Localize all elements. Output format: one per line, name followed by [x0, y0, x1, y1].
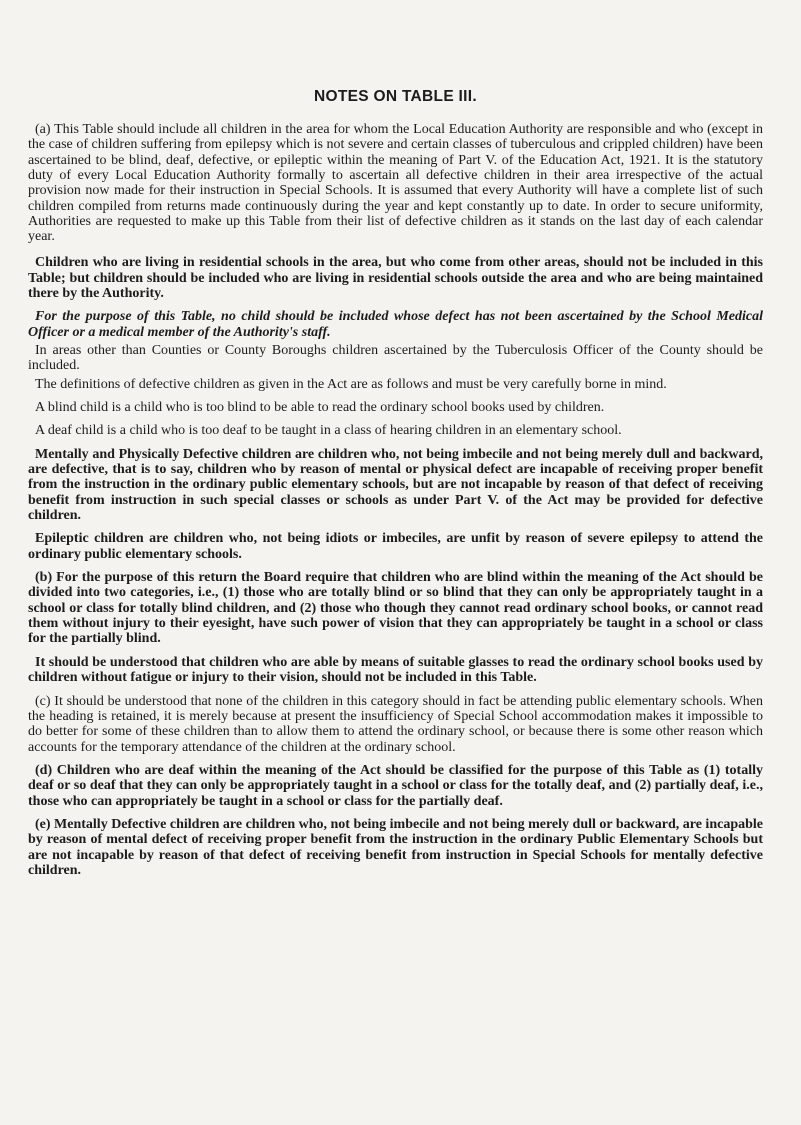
paragraph-tuberculosis: In areas other than Counties or County Boroughs children ascertained by the Tuberculosis Officer of the County should be included. [28, 342, 763, 374]
paragraph-blind-definition: A blind child is a child who is too blind to be able to read the ordinary school books used by children. [35, 400, 605, 415]
paragraph-deaf-definition: A deaf child is a child who is too deaf to be taught in a class of hearing children in an elementary school. [35, 423, 622, 439]
paragraph-e: (e) Mentally Defective children are children who, not being imbecile and not being merely dull or backward, are incapable by reason of mental defect of receiving proper benefit from the instruction in the ordinary Public Elementary Schools but are not incapable by reason of that defect of receiving benefit from instruction in Special Schools for mentally defective children. [28, 816, 763, 878]
paragraph-b: (b) For the purpose of this return the Board require that children who are blind within the meaning of the Act should be divided into two categories, i.e., (1) those who are totally blind or so blind that they can only be appropriately taught in a school or class for totally blind children, and (2) those who though they cannot read ordinary school books, or cannot read them without injury to their eyesight, have such power of vision that they can appropriately be taught in a school or class for the partially blind. [28, 570, 763, 647]
paragraph-purpose-note: For the purpose of this Table, no child should be included whose defect has not been ascertained by the School Medical Officer or a medical member of the Authority's staff. [28, 309, 763, 340]
paragraph-glasses: It should be understood that children who are able by means of suitable glasses to read the ordinary school books used by children without fatigue or injury to their vision, should not be included in this Table. [28, 654, 763, 686]
paragraph-epileptic: Epileptic children are children who, not being idiots or imbeciles, are unfit by reason of severe epilepsy to attend the ordinary public elementary schools. [28, 531, 763, 562]
paragraph-residential-schools: Children who are living in residential schools in the area, but who come from other areas, should not be included in this Table; but children should be included who are living in residential schools outside the area and who are being maintained there by the Authority. [28, 255, 763, 301]
document-page [28, 88, 763, 889]
paragraph-a: (a) This Table should include all children in the area for whom the Local Education Authority are responsible and who (except in the case of children suffering from epilepsy which is not severe and certain classes of tuberculous and crippled children) have been ascertained to be blind, deaf, defective, or epileptic within the meaning of Part V. of the Education Act, 1921. It is the statutory duty of every Local Education Authority formally to ascertain all defective children in their area irrespective of the actual provision now made for their instruction in Special Schools. It is assumed that every Authority will have a complete list of such children compiled from returns made continuously during the year and kept constantly up to date. In order to secure uniformity, Authorities are requested to make up this Table from their list of defective children as it stands on the last day of each calendar year. [28, 122, 763, 245]
paragraph-definitions-intro: The definitions of defective children as given in the Act are as follows and must be very carefully borne in mind. [35, 376, 667, 392]
paragraph-mentally-physically-defective: Mentally and Physically Defective children are children who, not being imbecile and not being merely dull and backward, are defective, that is to say, children who by reason of mental or physical defect are incapable of receiving proper benefit from the instruction in the ordinary public elementary schools, but are not incapable by reason of that defect of receiving benefit from instruction in such special classes or schools as under Part V. of the Act may be provided for defective children. [28, 446, 763, 524]
page-title: NOTES ON TABLE III. [313, 88, 477, 105]
paragraph-c: (c) It should be understood that none of the children in this category should in fact be attending public elementary schools. When the heading is retained, it is merely because at present the insufficiency of Special School accommodation makes it impossible to do better for some of these children than to allow them to attend the ordinary school, or because there is some other reason which accounts for the temporary attendance of the children at the ordinary school. [28, 693, 763, 755]
paragraph-d: (d) Children who are deaf within the meaning of the Act should be classified for the purpose of this Table as (1) totally deaf or so deaf that they can only be appropriately taught in a school or class for the totally deaf, and (2) partially deaf, i.e., those who can appropriately be taught in a school or class for the partially deaf. [28, 762, 763, 809]
